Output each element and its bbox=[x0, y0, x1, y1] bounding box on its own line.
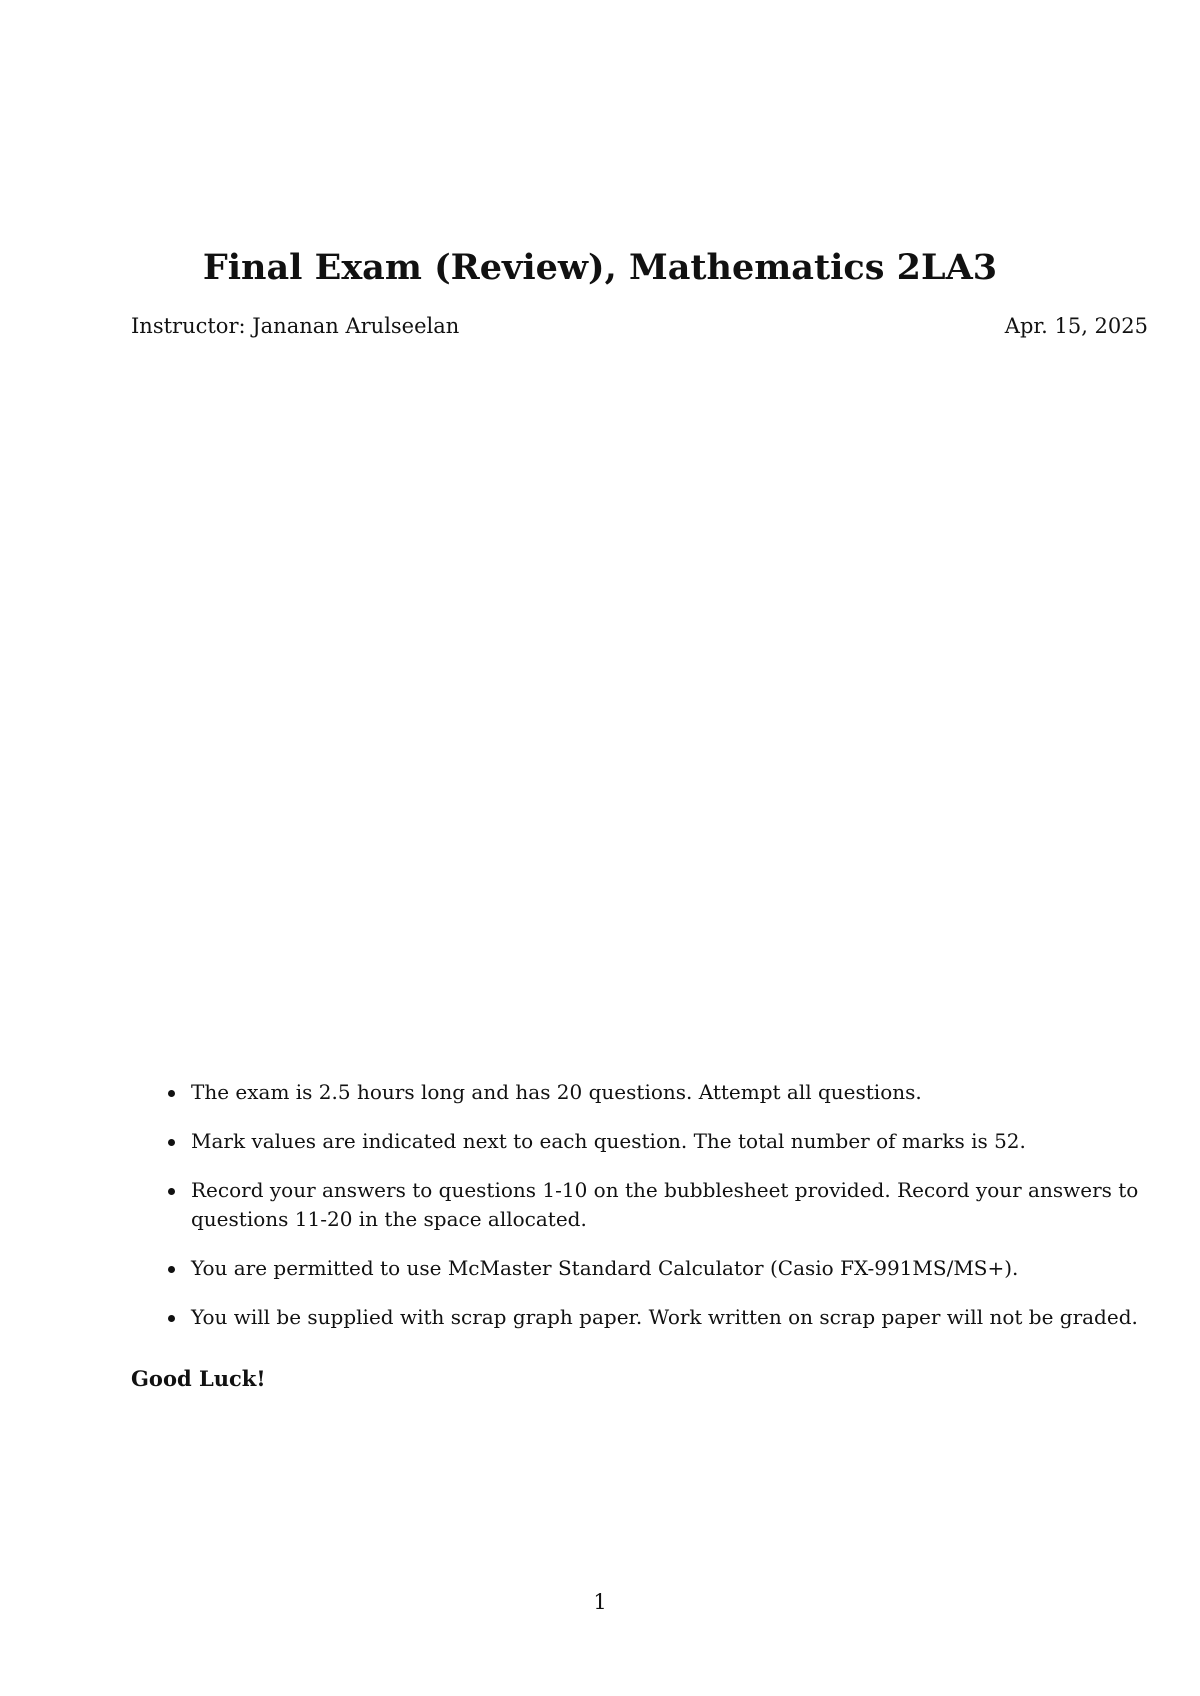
instruction-item bbox=[164, 1078, 1148, 1107]
instructions-list bbox=[164, 1078, 1148, 1352]
exam-date: Apr. 15, 2025 bbox=[1004, 314, 1148, 338]
instruction-text: The exam is 2.5 hours long and has 20 questions. Attempt all questions. bbox=[191, 1080, 922, 1104]
instruction-text: Mark values are indicated next to each question. The total number of marks is 52. bbox=[191, 1129, 1026, 1153]
bullet-icon bbox=[168, 1090, 175, 1097]
instruction-text: You are permitted to use McMaster Standard Calculator (Casio FX-991MS/MS+). bbox=[191, 1256, 1019, 1280]
bullet-icon bbox=[168, 1266, 175, 1273]
exam-meta-row bbox=[131, 312, 1148, 340]
instruction-item bbox=[164, 1176, 1148, 1234]
bullet-icon bbox=[168, 1188, 175, 1195]
good-luck-message: Good Luck! bbox=[131, 1366, 266, 1391]
bullet-icon bbox=[168, 1315, 175, 1322]
instruction-item bbox=[164, 1303, 1148, 1332]
exam-title: Final Exam (Review), Mathematics 2LA3 bbox=[202, 247, 998, 288]
instructor-name: Instructor: Jananan Arulseelan bbox=[131, 314, 460, 338]
instruction-item bbox=[164, 1254, 1148, 1283]
page-number: 1 bbox=[593, 1590, 607, 1614]
instruction-text: Record your answers to questions 1-10 on the bubblesheet provided. Record your answers to questions 11-20 in the space allocated. bbox=[191, 1178, 1139, 1231]
instruction-item bbox=[164, 1127, 1148, 1156]
instruction-text: You will be supplied with scrap graph paper. Work written on scrap paper will not be graded. bbox=[191, 1305, 1138, 1329]
bullet-icon bbox=[168, 1139, 175, 1146]
